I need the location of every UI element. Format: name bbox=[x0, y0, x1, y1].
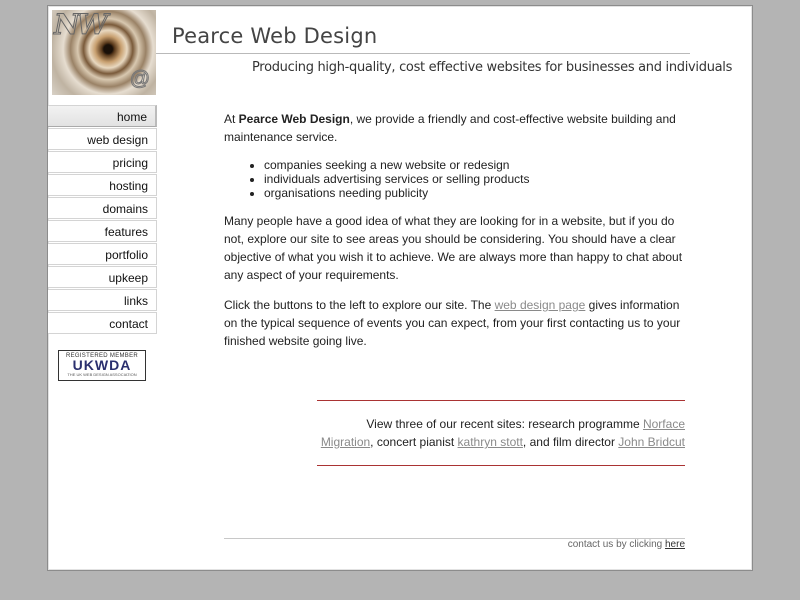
nav-item-pricing[interactable]: pricing bbox=[48, 151, 157, 173]
para3-suffix: gives information on the typical sequence of events you can expect, from your first contacting us to your finished website going live. bbox=[224, 298, 681, 348]
main-content bbox=[224, 110, 688, 362]
logo-at-symbol: @ bbox=[129, 68, 150, 90]
site-title: Pearce Web Design bbox=[172, 24, 378, 48]
list-item: • organisations needing publicity bbox=[264, 186, 688, 200]
nav-item-upkeep[interactable]: upkeep bbox=[48, 266, 157, 288]
web-design-page-link[interactable]: web design page bbox=[494, 298, 586, 312]
list-item: • companies seeking a new website or redesign bbox=[264, 158, 688, 172]
contact-here-link[interactable]: here bbox=[664, 539, 685, 550]
sidebar-nav bbox=[48, 105, 157, 335]
nav-item-features[interactable]: features bbox=[48, 220, 157, 242]
nav-item-home[interactable]: home bbox=[48, 105, 157, 127]
title-divider bbox=[156, 53, 690, 54]
kathryn-stott-link[interactable]: kathryn stott bbox=[457, 435, 523, 449]
nav-item-hosting[interactable]: hosting bbox=[48, 174, 157, 196]
ukwda-member-badge[interactable] bbox=[58, 350, 146, 381]
recent-sites-box bbox=[317, 400, 685, 466]
recent-mid2: , and film director bbox=[522, 435, 619, 449]
nav-item-web-design[interactable]: web design bbox=[48, 128, 157, 150]
badge-top-text: REGISTERED MEMBER bbox=[65, 353, 139, 359]
john-bridcut-link[interactable]: John Bridcut bbox=[618, 435, 685, 449]
recent-mid1: , concert pianist bbox=[370, 435, 458, 449]
site-logo[interactable] bbox=[52, 10, 156, 95]
badge-sub-text: THE UK WEB DESIGN ASSOCIATION bbox=[67, 372, 137, 377]
company-name: Pearce Web Design bbox=[238, 112, 350, 126]
footer-text: contact us by clicking bbox=[567, 539, 665, 550]
site-tagline: Producing high-quality, cost effective websites for businesses and individuals bbox=[252, 60, 733, 75]
nav-item-domains[interactable]: domains bbox=[48, 197, 157, 219]
logo-monogram: NW bbox=[54, 10, 106, 41]
badge-main-text: UKWDA bbox=[72, 357, 132, 373]
list-item: • individuals advertising services or selling products bbox=[264, 172, 688, 186]
buttons-paragraph bbox=[224, 296, 688, 350]
recent-prefix: View three of our recent sites: research programme bbox=[366, 417, 643, 431]
para3-prefix: Click the buttons to the left to explore our site. The bbox=[224, 298, 495, 312]
footer bbox=[224, 538, 685, 550]
intro-suffix: , we provide a friendly and cost-effective website building and maintenance service. bbox=[224, 112, 676, 144]
nav-item-links[interactable]: links bbox=[48, 289, 157, 311]
intro-prefix: At bbox=[224, 112, 239, 126]
nav-item-portfolio[interactable]: portfolio bbox=[48, 243, 157, 265]
page-container bbox=[47, 5, 753, 571]
nav-item-contact[interactable]: contact bbox=[48, 312, 157, 334]
audience-list bbox=[224, 158, 688, 200]
intro-paragraph bbox=[224, 110, 688, 146]
norface-migration-link[interactable]: Norface Migration bbox=[320, 417, 685, 449]
explore-paragraph: Many people have a good idea of what they are looking for in a website, but if you do not, explore our site to see areas you should be considering. You should have a clear objective of what you wish it to achieve. We are always more than happy to chat about any aspect of your requirements. bbox=[224, 214, 683, 282]
